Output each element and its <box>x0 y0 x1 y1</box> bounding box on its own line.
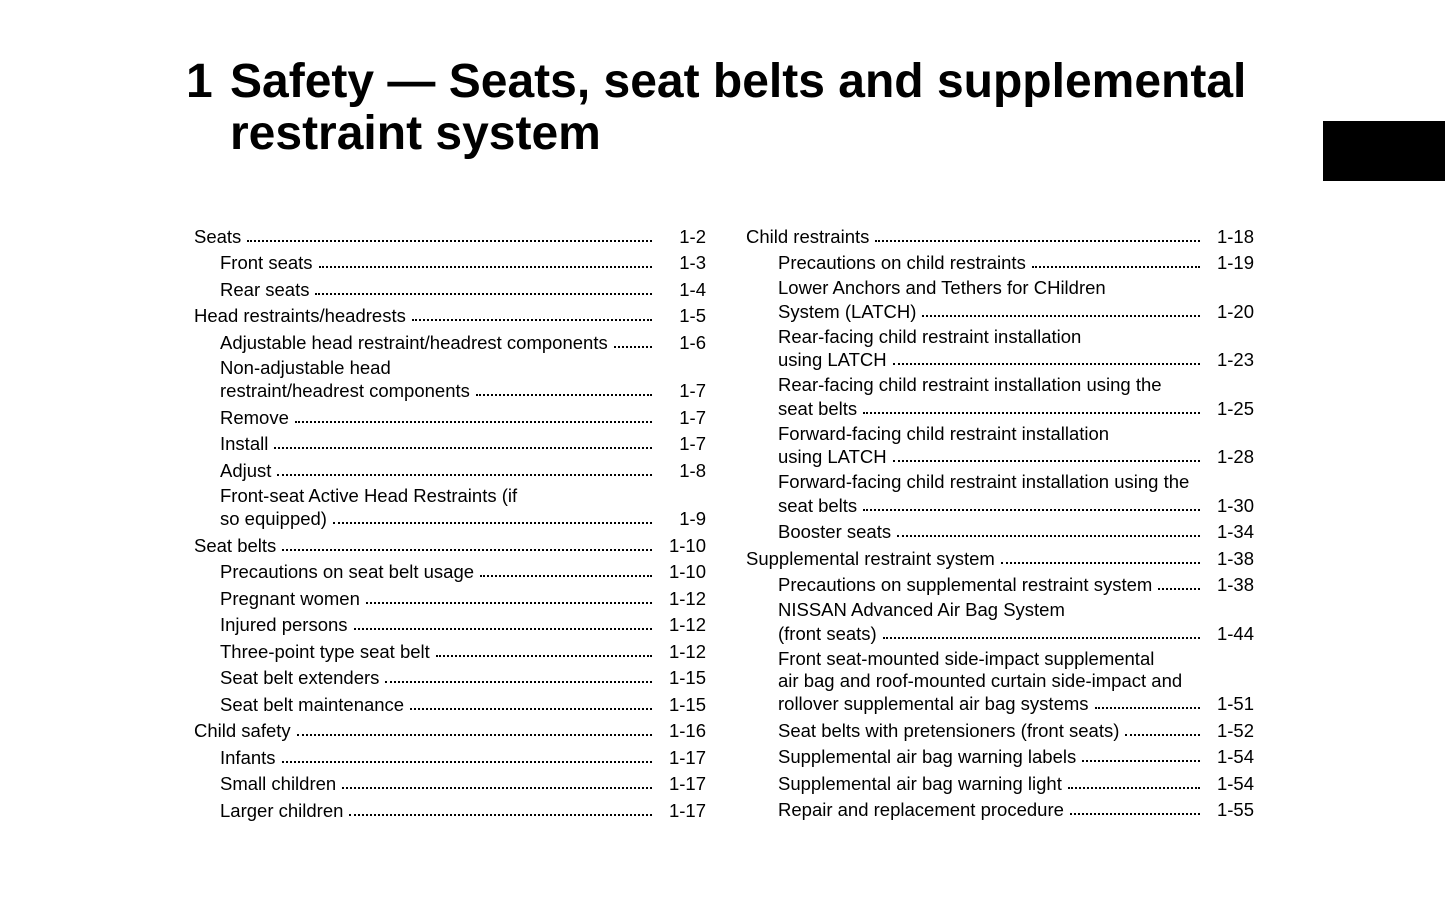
toc-entry-label-line: Forward-facing child restraint installation using the <box>778 471 1190 492</box>
toc-entry-row <box>220 507 706 531</box>
toc-entry-label: Front seats <box>220 252 313 273</box>
toc-entry-row <box>778 692 1254 716</box>
dot-leader <box>883 621 1200 640</box>
toc-entry-label: Remove <box>220 406 289 428</box>
toc-entry-label: Injured persons <box>220 614 348 635</box>
toc-entry-label: using LATCH <box>778 446 887 467</box>
toc-entry-row <box>778 745 1254 769</box>
toc-subsection-entry[interactable] <box>746 771 1254 795</box>
toc-entry-label: Larger children <box>220 799 344 821</box>
toc-page-number: 1-44 <box>1216 622 1254 644</box>
dot-leader <box>863 396 1200 415</box>
toc-entry-row <box>194 719 706 743</box>
dot-leader <box>282 533 652 552</box>
dot-leader <box>614 330 652 349</box>
dot-leader <box>247 224 652 243</box>
toc-page-number: 1-6 <box>679 331 706 353</box>
toc-entry-label: System (LATCH) <box>778 300 917 322</box>
toc-page-number: 1-7 <box>679 380 706 401</box>
toc-page-number: 1-12 <box>668 587 706 609</box>
toc-page-number: 1-19 <box>1216 252 1254 273</box>
toc-entry-row <box>778 771 1254 795</box>
toc-page-number: 1-16 <box>668 720 706 741</box>
toc-page-number: 1-17 <box>668 746 706 768</box>
dot-leader <box>354 613 652 632</box>
dot-leader <box>1068 771 1200 790</box>
dot-leader <box>319 251 652 270</box>
toc-entry-row <box>778 251 1254 275</box>
toc-subsection-entry[interactable] <box>194 772 706 796</box>
toc-entry-label-line: Rear-facing child restraint installation <box>778 325 1082 347</box>
toc-entry-row <box>220 613 706 637</box>
toc-entry-label: restraint/headrest components <box>220 380 470 401</box>
toc-entry-label-line: Non-adjustable head <box>220 356 391 378</box>
toc-page-number: 1-9 <box>679 508 706 529</box>
dot-leader <box>410 692 652 711</box>
toc-page-number: 1-25 <box>1216 397 1254 419</box>
toc-entry-label: rollover supplemental air bag systems <box>778 693 1089 714</box>
toc-entry-label-line: Lower Anchors and Tethers for CHildren <box>778 277 1106 298</box>
dot-leader <box>282 745 652 764</box>
toc-entry-row <box>778 798 1254 822</box>
toc-subsection-entry[interactable] <box>194 666 706 690</box>
toc-entry-row <box>220 772 706 796</box>
toc-section-entry[interactable] <box>746 224 1254 248</box>
toc-entry-row <box>220 560 706 584</box>
toc-page-number: 1-15 <box>668 667 706 688</box>
toc-page-number: 1-7 <box>679 406 706 428</box>
dot-leader <box>1082 745 1200 764</box>
toc-subsection-entry[interactable] <box>194 330 706 354</box>
toc-entry-label-line: NISSAN Advanced Air Bag System <box>778 599 1065 620</box>
chapter-title <box>186 56 1326 160</box>
toc-entry-label-line: air bag and roof-mounted curtain side-impact and <box>778 669 1183 691</box>
toc-page-number: 1-38 <box>1216 574 1254 595</box>
toc-page-number: 1-12 <box>668 614 706 635</box>
toc-entry-row <box>778 621 1254 645</box>
toc-entry-label: Supplemental restraint system <box>746 547 995 569</box>
toc-entry-label: Seat belts with pretensioners (front seats) <box>778 719 1120 741</box>
toc-section-entry[interactable] <box>194 224 706 248</box>
dot-leader <box>385 666 652 685</box>
toc-page-number: 1-51 <box>1216 693 1254 714</box>
toc-subsection-entry[interactable] <box>194 251 706 275</box>
dot-leader <box>875 224 1200 243</box>
toc-page-number: 1-34 <box>1216 521 1254 542</box>
toc-entry-label: Booster seats <box>778 521 892 542</box>
toc-page-number: 1-4 <box>679 278 706 300</box>
dot-leader <box>412 304 652 323</box>
toc-entry-label: Precautions on supplemental restraint system <box>778 574 1153 595</box>
toc-subsection-entry[interactable] <box>746 718 1254 742</box>
toc-entry-row <box>220 692 706 716</box>
toc-page-number: 1-20 <box>1216 300 1254 322</box>
toc-subsection-entry[interactable] <box>746 374 1254 420</box>
toc-page-number: 1-38 <box>1216 547 1254 569</box>
toc-entry-row <box>194 224 706 248</box>
toc-entry-label: seat belts <box>778 494 858 516</box>
toc-page-number: 1-17 <box>668 773 706 794</box>
toc-page-number: 1-10 <box>668 561 706 582</box>
toc-entry-label: Adjust <box>220 459 272 481</box>
dot-leader <box>897 520 1200 539</box>
toc-subsection-entry[interactable] <box>194 458 706 482</box>
toc-entry-row <box>746 546 1254 570</box>
dot-leader <box>315 277 652 296</box>
toc-page-number: 1-12 <box>668 640 706 662</box>
toc-subsection-entry[interactable] <box>746 520 1254 544</box>
toc-entry-row <box>220 586 706 610</box>
toc-entry-row <box>194 304 706 328</box>
toc-page-number: 1-17 <box>668 799 706 821</box>
dot-leader <box>893 445 1200 464</box>
dot-leader <box>1125 718 1200 737</box>
toc-entry-label: Seat belt extenders <box>220 667 380 688</box>
toc-section-entry[interactable] <box>194 533 706 557</box>
dot-leader <box>366 586 652 605</box>
toc-entry-row <box>778 348 1254 372</box>
toc-entry-label-line: Rear-facing child restraint installation using the <box>778 374 1162 395</box>
toc-entry-row <box>220 405 706 429</box>
toc-left-column <box>194 224 706 825</box>
dot-leader <box>436 639 652 658</box>
toc-page-number: 1-8 <box>679 459 706 481</box>
toc-entry-row <box>220 745 706 769</box>
toc-subsection-entry[interactable] <box>194 432 706 456</box>
dot-leader <box>274 432 652 451</box>
toc-subsection-entry[interactable] <box>746 277 1254 323</box>
toc-page-number: 1-52 <box>1216 719 1254 741</box>
toc-entry-label-line: Front seat-mounted side-impact supplemental <box>778 647 1155 669</box>
dot-leader <box>480 560 652 579</box>
toc-entry-label: Child restraints <box>746 225 870 247</box>
toc-entry-label: Seat belts <box>194 534 277 556</box>
toc-entry-label: Adjustable head restraint/headrest components <box>220 331 608 353</box>
toc-entry-label: Install <box>220 433 269 454</box>
toc-page-number: 1-7 <box>679 433 706 454</box>
toc-entry-row <box>778 520 1254 544</box>
toc-page-number: 1-28 <box>1216 446 1254 467</box>
toc-subsection-entry[interactable] <box>194 745 706 769</box>
toc-entry-label: using LATCH <box>778 349 887 370</box>
toc-page-number: 1-10 <box>668 534 706 556</box>
toc-page-number: 1-18 <box>1216 225 1254 247</box>
chapter-number: 1 <box>186 55 213 108</box>
toc-entry-row <box>220 277 706 301</box>
toc-entry-label-line: Forward-facing child restraint installation <box>778 422 1110 444</box>
dot-leader <box>333 507 652 526</box>
toc-entry-row <box>778 493 1254 517</box>
toc-entry-row <box>778 396 1254 420</box>
toc-entry-label: so equipped) <box>220 508 327 529</box>
toc-section-entry[interactable] <box>194 304 706 328</box>
dot-leader <box>1158 573 1200 592</box>
toc-page-number: 1-54 <box>1216 746 1254 767</box>
toc-page-number: 1-54 <box>1216 772 1254 794</box>
toc-entry-label: Precautions on child restraints <box>778 252 1026 273</box>
dot-leader <box>342 772 652 791</box>
toc-subsection-entry[interactable] <box>194 586 706 610</box>
toc-subsection-entry[interactable] <box>194 357 706 403</box>
dot-leader <box>295 405 652 424</box>
toc-subsection-entry[interactable] <box>746 599 1254 645</box>
toc-page-number: 1-55 <box>1216 799 1254 820</box>
toc-entry-label: Supplemental air bag warning labels <box>778 746 1077 767</box>
toc-subsection-entry[interactable] <box>746 798 1254 822</box>
chapter-title-line1: Safety — Seats, seat belts and supplemental <box>230 55 1247 108</box>
dot-leader <box>277 458 652 477</box>
toc-subsection-entry[interactable] <box>194 639 706 663</box>
toc-entry-label: Child safety <box>194 720 291 741</box>
toc-entry-label: Precautions on seat belt usage <box>220 561 475 582</box>
toc-entry-row <box>778 445 1254 469</box>
toc-page-number: 1-15 <box>668 693 706 715</box>
toc-subsection-entry[interactable] <box>194 277 706 301</box>
toc-page-number: 1-5 <box>679 305 706 326</box>
toc-page-number: 1-2 <box>679 225 706 247</box>
toc-subsection-entry[interactable] <box>194 613 706 637</box>
toc-entry-label: Rear seats <box>220 278 310 300</box>
dot-leader <box>922 299 1200 318</box>
toc-entry-label: Head restraints/headrests <box>194 305 406 326</box>
toc-entry-row <box>194 533 706 557</box>
dot-leader <box>476 379 652 398</box>
toc-entry-label: seat belts <box>778 397 858 419</box>
chapter-tab-marker <box>1323 121 1445 181</box>
toc-subsection-entry[interactable] <box>746 745 1254 769</box>
toc-page-number: 1-23 <box>1216 349 1254 370</box>
toc-entry-row <box>778 573 1254 597</box>
toc-entry-label: Repair and replacement procedure <box>778 799 1064 820</box>
toc-entry-label: Three-point type seat belt <box>220 640 430 662</box>
toc-section-entry[interactable] <box>746 546 1254 570</box>
toc-entry-row <box>778 718 1254 742</box>
toc-entry-row <box>220 251 706 275</box>
dot-leader <box>863 493 1200 512</box>
chapter-title-line2: restraint system <box>230 107 601 160</box>
toc-entry-label: Seat belt maintenance <box>220 693 405 715</box>
toc-entry-row <box>220 379 706 403</box>
toc-subsection-entry[interactable] <box>746 471 1254 517</box>
toc-entry-row <box>778 299 1254 323</box>
dot-leader <box>1032 251 1200 270</box>
toc-subsection-entry[interactable] <box>194 560 706 584</box>
toc-subsection-entry[interactable] <box>194 692 706 716</box>
toc-subsection-entry[interactable] <box>194 798 706 822</box>
toc-subsection-entry[interactable] <box>746 648 1254 716</box>
dot-leader <box>1001 546 1200 565</box>
toc-entry-label-line: Front-seat Active Head Restraints (if <box>220 484 518 506</box>
dot-leader <box>349 798 652 817</box>
dot-leader <box>297 719 652 738</box>
toc-subsection-entry[interactable] <box>194 405 706 429</box>
toc-subsection-entry[interactable] <box>194 485 706 531</box>
toc-page-number: 1-30 <box>1216 494 1254 516</box>
toc-entry-row <box>220 639 706 663</box>
toc-subsection-entry[interactable] <box>746 251 1254 275</box>
toc-entry-label: Small children <box>220 773 337 794</box>
toc-entry-row <box>220 798 706 822</box>
dot-leader <box>1070 798 1200 817</box>
toc-entry-label: Seats <box>194 225 242 247</box>
toc-page-number: 1-3 <box>679 252 706 273</box>
dot-leader <box>893 348 1200 367</box>
toc-entry-row <box>220 432 706 456</box>
toc-entry-label: (front seats) <box>778 622 877 644</box>
toc-entry-row <box>220 458 706 482</box>
toc-right-column <box>746 224 1254 824</box>
toc-entry-row <box>220 666 706 690</box>
toc-subsection-entry[interactable] <box>746 573 1254 597</box>
toc-entry-row <box>220 330 706 354</box>
toc-subsection-entry[interactable] <box>746 423 1254 469</box>
toc-entry-label: Infants <box>220 746 276 768</box>
toc-subsection-entry[interactable] <box>746 326 1254 372</box>
dot-leader <box>1095 692 1200 711</box>
toc-entry-row <box>746 224 1254 248</box>
toc-section-entry[interactable] <box>194 719 706 743</box>
toc-entry-label: Supplemental air bag warning light <box>778 772 1062 794</box>
toc-entry-label: Pregnant women <box>220 587 360 609</box>
